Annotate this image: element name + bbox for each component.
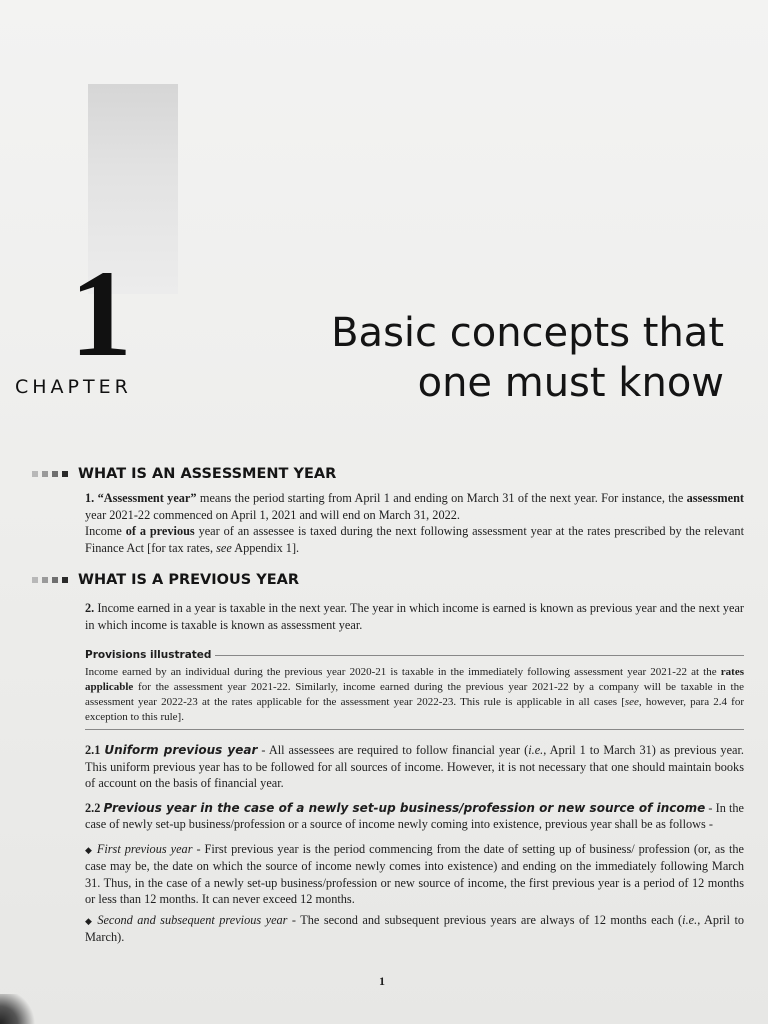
chapter-number: 1 (70, 245, 132, 382)
heading-bullets-icon (32, 471, 68, 477)
page-content (32, 462, 744, 946)
paragraph-assessment-year-definition: 1. “Assessment year” means the period starting from April 1 and ending on March 31 of the next year. For instance, the assessment year 2021-22 commenced on April 1, 2021 and will end on March 31, 2022. (85, 491, 745, 522)
bullet-first-previous-year: ◆ First previous year - First previous year is the period commencing from the date of setting up of business/ profession (or, as the case may be, the date on which the source of income newly comes into existence) and ending on the immediately following March 31. Thus, in the case of a newly set-up business/profession or new source of income, the first previous year is a period of 12 months or less than 12 months. It can never exceed 12 months. (85, 841, 745, 906)
paragraph-previous-year-taxation: Income of a previous year of an assessee is taxed during the next following assessment year at the rates prescribed by the relevant Finance Act [for tax rates, see Appendix 1]. (85, 524, 744, 555)
chapter-label: CHAPTER (15, 376, 132, 398)
bullet-subsequent-previous-year: ◆ Second and subsequent previous year - The second and subsequent previous years are always of 12 months each (i.e., April to March). (85, 912, 745, 944)
provisions-illustrated-heading: Provisions illustrated (85, 649, 744, 661)
diamond-bullet-icon: ◆ (85, 844, 93, 855)
paragraph-new-business-previous-year: 2.2 Previous year in the case of a newly set-up business/profession or new source of income - In the case of newly set-up business/profession or a source of income newly coming into existence, previous year shall be as follows - (85, 800, 744, 831)
chapter-title-line2: one must know (417, 360, 724, 406)
paragraph-previous-year-definition: 2. Income earned in a year is taxable in the next year. The year in which income is earned is known as previous year and the next year in which income is taxable is known as assessment year. (85, 601, 744, 632)
provisions-rule (215, 655, 744, 656)
paragraph-uniform-previous-year: 2.1 Uniform previous year - All assessees are required to follow financial year (i.e., April 1 to March 31) as previous year. This uniform previous year has to be followed for all sources of income. However, it is not necessary that one should maintain books of account on the basis of financial year. (85, 743, 744, 790)
heading-bullets-icon (32, 577, 68, 583)
provisions-illustrated-body: Income earned by an individual during the previous year 2020-21 is taxable in the immediately following assessment year 2021-22 at the rates applicable for the assessment year 2021-22. Similarly, income earned during the previous year 2021-22 by a company will be taxable in the assessment year 2022-23 at the rates applicable for the assessment year 2022-23. This rule is applicable in all cases [see, however, para 2.4 for exception to this rule]. (85, 665, 744, 730)
diamond-bullet-icon: ◆ (85, 915, 94, 926)
page-number: 1 (379, 974, 385, 988)
section-heading-previous-year (32, 568, 744, 592)
section-heading-text: WHAT IS A PREVIOUS YEAR (78, 572, 300, 588)
section-heading-assessment-year (32, 462, 744, 486)
section-heading-text: WHAT IS AN ASSESSMENT YEAR (78, 466, 337, 482)
chapter-title (300, 308, 724, 408)
chapter-title-line1: Basic concepts that (331, 310, 724, 356)
page-corner-shadow (0, 994, 40, 1024)
